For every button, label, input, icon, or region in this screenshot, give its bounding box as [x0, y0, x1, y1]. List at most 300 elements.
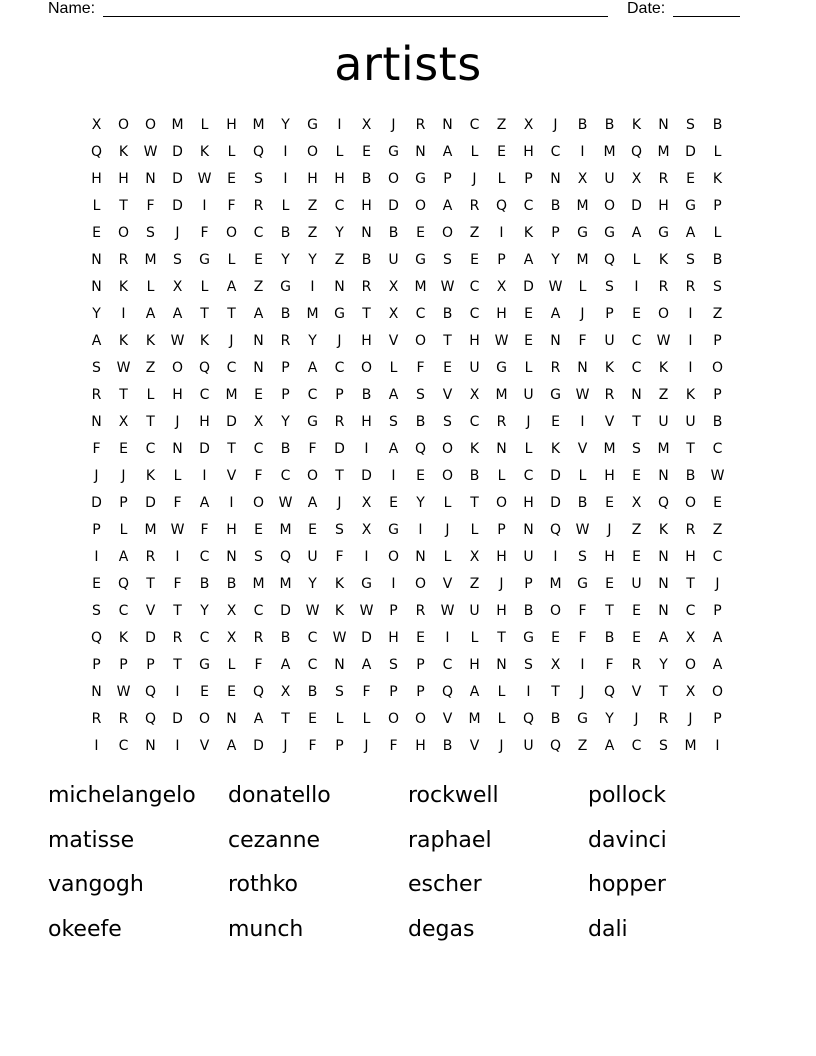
grid-cell[interactable]: E: [92, 225, 101, 241]
grid-cell[interactable]: X: [361, 522, 372, 538]
grid-cell[interactable]: Q: [630, 144, 643, 160]
grid-cell[interactable]: E: [443, 360, 452, 376]
grid-cell[interactable]: T: [119, 387, 128, 403]
grid-cell[interactable]: S: [443, 252, 452, 268]
grid-cell[interactable]: W: [656, 333, 671, 349]
grid-cell[interactable]: J: [364, 738, 369, 754]
grid-cell[interactable]: X: [91, 117, 102, 133]
grid-cell[interactable]: I: [580, 144, 585, 160]
grid-cell[interactable]: G: [415, 171, 426, 187]
grid-cell[interactable]: P: [713, 198, 722, 214]
grid-cell[interactable]: O: [252, 495, 265, 511]
grid-cell[interactable]: F: [254, 657, 263, 673]
grid-cell[interactable]: P: [92, 522, 101, 538]
grid-cell[interactable]: K: [523, 225, 534, 241]
grid-cell[interactable]: X: [361, 495, 372, 511]
grid-cell[interactable]: A: [118, 549, 129, 565]
grid-cell[interactable]: S: [713, 279, 722, 295]
grid-cell[interactable]: I: [175, 684, 180, 700]
grid-cell[interactable]: D: [172, 198, 183, 214]
grid-cell[interactable]: W: [278, 495, 293, 511]
grid-cell[interactable]: I: [283, 171, 288, 187]
grid-cell[interactable]: A: [226, 279, 237, 295]
grid-cell[interactable]: E: [92, 576, 101, 592]
grid-cell[interactable]: C: [469, 117, 480, 133]
grid-cell[interactable]: Z: [469, 225, 480, 241]
grid-cell[interactable]: V: [442, 711, 453, 727]
grid-cell[interactable]: Q: [90, 144, 103, 160]
grid-cell[interactable]: U: [523, 387, 534, 403]
grid-cell[interactable]: K: [118, 144, 129, 160]
grid-cell[interactable]: L: [362, 711, 371, 727]
grid-cell[interactable]: Z: [253, 279, 264, 295]
grid-cell[interactable]: L: [632, 252, 641, 268]
grid-cell[interactable]: A: [442, 198, 453, 214]
grid-cell[interactable]: F: [308, 738, 317, 754]
grid-cell[interactable]: V: [604, 414, 615, 430]
grid-cell[interactable]: P: [119, 657, 128, 673]
grid-cell[interactable]: R: [253, 630, 264, 646]
grid-cell[interactable]: L: [146, 279, 155, 295]
grid-cell[interactable]: E: [227, 684, 236, 700]
grid-cell[interactable]: C: [253, 441, 264, 457]
grid-cell[interactable]: B: [712, 414, 723, 430]
grid-cell[interactable]: Y: [308, 333, 317, 349]
grid-cell[interactable]: W: [359, 603, 374, 619]
grid-cell[interactable]: N: [361, 225, 372, 241]
grid-cell[interactable]: S: [335, 684, 344, 700]
grid-cell[interactable]: L: [389, 360, 398, 376]
grid-cell[interactable]: X: [496, 279, 507, 295]
grid-cell[interactable]: W: [170, 333, 185, 349]
grid-cell[interactable]: C: [523, 468, 534, 484]
grid-cell[interactable]: N: [226, 711, 237, 727]
grid-cell[interactable]: Y: [551, 252, 560, 268]
grid-cell[interactable]: I: [202, 468, 207, 484]
grid-cell[interactable]: Z: [469, 576, 480, 592]
grid-cell[interactable]: P: [713, 603, 722, 619]
grid-cell[interactable]: D: [361, 630, 372, 646]
grid-cell[interactable]: H: [226, 117, 237, 133]
grid-cell[interactable]: B: [415, 414, 426, 430]
grid-cell[interactable]: P: [335, 738, 344, 754]
grid-cell[interactable]: G: [577, 576, 588, 592]
grid-cell[interactable]: S: [632, 441, 641, 457]
grid-cell[interactable]: F: [146, 198, 155, 214]
grid-cell[interactable]: F: [254, 468, 263, 484]
grid-cell[interactable]: X: [388, 306, 399, 322]
grid-cell[interactable]: H: [685, 549, 696, 565]
grid-cell[interactable]: L: [227, 144, 236, 160]
grid-cell[interactable]: A: [199, 495, 210, 511]
grid-cell[interactable]: J: [580, 306, 585, 322]
grid-cell[interactable]: J: [337, 333, 342, 349]
grid-cell[interactable]: K: [334, 576, 345, 592]
grid-cell[interactable]: T: [227, 441, 236, 457]
grid-cell[interactable]: Q: [279, 549, 292, 565]
grid-cell[interactable]: O: [198, 711, 211, 727]
grid-cell[interactable]: K: [550, 441, 561, 457]
grid-cell[interactable]: J: [688, 711, 693, 727]
grid-cell[interactable]: A: [631, 225, 642, 241]
grid-cell[interactable]: R: [469, 198, 480, 214]
grid-cell[interactable]: K: [199, 333, 210, 349]
grid-cell[interactable]: N: [523, 522, 534, 538]
grid-cell[interactable]: F: [92, 441, 101, 457]
grid-cell[interactable]: L: [497, 171, 506, 187]
grid-cell[interactable]: J: [175, 225, 180, 241]
grid-cell[interactable]: Y: [659, 657, 668, 673]
grid-cell[interactable]: X: [685, 684, 696, 700]
grid-cell[interactable]: E: [254, 387, 263, 403]
grid-cell[interactable]: E: [254, 522, 263, 538]
grid-cell[interactable]: S: [605, 279, 614, 295]
grid-cell[interactable]: H: [388, 630, 399, 646]
grid-cell[interactable]: L: [227, 657, 236, 673]
grid-cell[interactable]: E: [308, 711, 317, 727]
grid-cell[interactable]: I: [337, 117, 342, 133]
grid-cell[interactable]: D: [388, 198, 399, 214]
grid-cell[interactable]: T: [173, 657, 182, 673]
grid-cell[interactable]: G: [604, 225, 615, 241]
grid-cell[interactable]: Z: [631, 522, 642, 538]
grid-cell[interactable]: A: [388, 387, 399, 403]
grid-cell[interactable]: J: [499, 738, 504, 754]
grid-cell[interactable]: C: [307, 387, 318, 403]
grid-cell[interactable]: I: [445, 630, 450, 646]
grid-cell[interactable]: T: [146, 414, 155, 430]
grid-cell[interactable]: A: [604, 738, 615, 754]
grid-cell[interactable]: N: [658, 468, 669, 484]
grid-cell[interactable]: L: [146, 387, 155, 403]
grid-cell[interactable]: B: [361, 252, 372, 268]
grid-cell[interactable]: A: [361, 657, 372, 673]
grid-cell[interactable]: V: [469, 738, 480, 754]
grid-cell[interactable]: W: [575, 522, 590, 538]
grid-cell[interactable]: P: [92, 657, 101, 673]
grid-cell[interactable]: G: [199, 252, 210, 268]
grid-cell[interactable]: A: [550, 306, 561, 322]
grid-cell[interactable]: L: [119, 522, 128, 538]
grid-cell[interactable]: V: [226, 468, 237, 484]
grid-cell[interactable]: W: [710, 468, 725, 484]
grid-cell[interactable]: Q: [144, 711, 157, 727]
grid-cell[interactable]: S: [389, 657, 398, 673]
grid-cell[interactable]: L: [173, 468, 182, 484]
grid-cell[interactable]: T: [497, 630, 506, 646]
grid-cell[interactable]: R: [550, 360, 561, 376]
grid-cell[interactable]: A: [91, 333, 102, 349]
grid-cell[interactable]: B: [199, 576, 210, 592]
grid-cell[interactable]: U: [604, 333, 615, 349]
grid-cell[interactable]: L: [470, 522, 479, 538]
grid-cell[interactable]: C: [469, 414, 480, 430]
grid-cell[interactable]: Z: [658, 387, 669, 403]
grid-cell[interactable]: A: [172, 306, 183, 322]
grid-cell[interactable]: Q: [522, 711, 535, 727]
grid-cell[interactable]: H: [118, 171, 129, 187]
grid-cell[interactable]: W: [143, 144, 158, 160]
grid-cell[interactable]: J: [391, 117, 396, 133]
grid-cell[interactable]: P: [605, 306, 614, 322]
grid-cell[interactable]: R: [685, 279, 696, 295]
grid-cell[interactable]: L: [335, 144, 344, 160]
grid-cell[interactable]: C: [469, 306, 480, 322]
grid-cell[interactable]: I: [202, 198, 207, 214]
grid-cell[interactable]: T: [146, 576, 155, 592]
grid-cell[interactable]: Y: [308, 576, 317, 592]
grid-cell[interactable]: B: [388, 225, 399, 241]
grid-cell[interactable]: O: [387, 171, 400, 187]
grid-cell[interactable]: R: [361, 279, 372, 295]
grid-cell[interactable]: L: [524, 441, 533, 457]
grid-cell[interactable]: C: [334, 198, 345, 214]
grid-cell[interactable]: F: [200, 225, 209, 241]
grid-cell[interactable]: O: [711, 684, 724, 700]
grid-cell[interactable]: S: [92, 360, 101, 376]
grid-cell[interactable]: F: [362, 684, 371, 700]
grid-cell[interactable]: O: [441, 468, 454, 484]
grid-cell[interactable]: T: [551, 684, 560, 700]
grid-cell[interactable]: G: [388, 144, 399, 160]
grid-cell[interactable]: M: [414, 279, 427, 295]
grid-cell[interactable]: G: [577, 711, 588, 727]
grid-cell[interactable]: L: [713, 144, 722, 160]
grid-cell[interactable]: H: [496, 306, 507, 322]
grid-cell[interactable]: X: [226, 630, 237, 646]
grid-cell[interactable]: P: [281, 360, 290, 376]
grid-cell[interactable]: L: [497, 468, 506, 484]
grid-cell[interactable]: B: [712, 252, 723, 268]
grid-cell[interactable]: G: [550, 387, 561, 403]
grid-cell[interactable]: J: [337, 495, 342, 511]
grid-cell[interactable]: P: [443, 171, 452, 187]
grid-cell[interactable]: Q: [441, 684, 454, 700]
grid-cell[interactable]: C: [226, 360, 237, 376]
grid-cell[interactable]: H: [334, 171, 345, 187]
grid-cell[interactable]: D: [523, 279, 534, 295]
grid-cell[interactable]: K: [199, 144, 210, 160]
grid-cell[interactable]: E: [551, 630, 560, 646]
grid-cell[interactable]: A: [685, 225, 696, 241]
grid-cell[interactable]: X: [685, 630, 696, 646]
grid-cell[interactable]: L: [524, 360, 533, 376]
grid-cell[interactable]: P: [335, 387, 344, 403]
grid-cell[interactable]: Q: [252, 684, 265, 700]
grid-cell[interactable]: N: [442, 117, 453, 133]
grid-cell[interactable]: M: [306, 306, 319, 322]
grid-cell[interactable]: C: [199, 387, 210, 403]
grid-cell[interactable]: O: [603, 198, 616, 214]
grid-cell[interactable]: X: [172, 279, 183, 295]
grid-cell[interactable]: Q: [657, 495, 670, 511]
grid-cell[interactable]: E: [416, 468, 425, 484]
grid-cell[interactable]: B: [604, 630, 615, 646]
grid-cell[interactable]: K: [145, 468, 156, 484]
grid-cell[interactable]: N: [658, 576, 669, 592]
grid-cell[interactable]: T: [686, 576, 695, 592]
grid-cell[interactable]: I: [94, 738, 99, 754]
grid-cell[interactable]: B: [307, 684, 318, 700]
grid-cell[interactable]: U: [631, 576, 642, 592]
grid-cell[interactable]: T: [227, 306, 236, 322]
grid-cell[interactable]: E: [605, 576, 614, 592]
grid-cell[interactable]: A: [712, 657, 723, 673]
grid-cell[interactable]: Y: [281, 252, 290, 268]
grid-cell[interactable]: H: [361, 414, 372, 430]
grid-cell[interactable]: N: [172, 441, 183, 457]
grid-cell[interactable]: S: [335, 522, 344, 538]
grid-cell[interactable]: M: [657, 144, 670, 160]
grid-cell[interactable]: V: [199, 738, 210, 754]
grid-cell[interactable]: P: [416, 684, 425, 700]
grid-cell[interactable]: O: [657, 306, 670, 322]
grid-cell[interactable]: D: [550, 495, 561, 511]
grid-cell[interactable]: K: [604, 360, 615, 376]
grid-cell[interactable]: N: [415, 144, 426, 160]
grid-cell[interactable]: H: [496, 603, 507, 619]
grid-cell[interactable]: P: [416, 657, 425, 673]
grid-cell[interactable]: T: [632, 414, 641, 430]
grid-cell[interactable]: L: [470, 630, 479, 646]
grid-cell[interactable]: R: [91, 387, 102, 403]
grid-cell[interactable]: I: [94, 549, 99, 565]
grid-cell[interactable]: A: [145, 306, 156, 322]
grid-cell[interactable]: R: [415, 603, 426, 619]
grid-cell[interactable]: E: [686, 171, 695, 187]
grid-cell[interactable]: A: [523, 252, 534, 268]
grid-cell[interactable]: L: [578, 279, 587, 295]
grid-cell[interactable]: O: [414, 576, 427, 592]
grid-cell[interactable]: C: [307, 657, 318, 673]
grid-cell[interactable]: S: [524, 657, 533, 673]
grid-cell[interactable]: J: [499, 576, 504, 592]
grid-cell[interactable]: I: [229, 495, 234, 511]
grid-cell[interactable]: B: [280, 306, 291, 322]
grid-cell[interactable]: F: [227, 198, 236, 214]
grid-cell[interactable]: W: [494, 333, 509, 349]
grid-cell[interactable]: F: [389, 738, 398, 754]
grid-cell[interactable]: D: [550, 468, 561, 484]
grid-cell[interactable]: H: [604, 468, 615, 484]
grid-cell[interactable]: O: [711, 360, 724, 376]
grid-cell[interactable]: M: [468, 711, 481, 727]
grid-cell[interactable]: E: [524, 333, 533, 349]
grid-cell[interactable]: C: [253, 225, 264, 241]
grid-cell[interactable]: S: [173, 252, 182, 268]
grid-cell[interactable]: R: [253, 198, 264, 214]
grid-cell[interactable]: Q: [603, 252, 616, 268]
grid-cell[interactable]: G: [307, 414, 318, 430]
grid-cell[interactable]: E: [632, 549, 641, 565]
grid-cell[interactable]: E: [632, 468, 641, 484]
grid-cell[interactable]: Z: [307, 225, 318, 241]
grid-cell[interactable]: P: [497, 252, 506, 268]
grid-cell[interactable]: V: [577, 441, 588, 457]
grid-cell[interactable]: A: [253, 306, 264, 322]
grid-cell[interactable]: M: [144, 252, 157, 268]
grid-cell[interactable]: B: [442, 738, 453, 754]
grid-cell[interactable]: I: [391, 576, 396, 592]
grid-cell[interactable]: E: [632, 603, 641, 619]
grid-cell[interactable]: R: [172, 630, 183, 646]
grid-cell[interactable]: D: [172, 171, 183, 187]
grid-cell[interactable]: Y: [416, 495, 425, 511]
grid-cell[interactable]: P: [389, 603, 398, 619]
grid-cell[interactable]: I: [310, 279, 315, 295]
grid-cell[interactable]: W: [305, 603, 320, 619]
grid-cell[interactable]: I: [121, 306, 126, 322]
grid-cell[interactable]: I: [688, 360, 693, 376]
grid-cell[interactable]: G: [523, 630, 534, 646]
grid-cell[interactable]: X: [550, 657, 561, 673]
grid-cell[interactable]: E: [119, 441, 128, 457]
grid-cell[interactable]: Q: [495, 198, 508, 214]
grid-cell[interactable]: Z: [307, 198, 318, 214]
grid-cell[interactable]: P: [551, 225, 560, 241]
grid-cell[interactable]: A: [280, 657, 291, 673]
grid-cell[interactable]: M: [495, 387, 508, 403]
grid-cell[interactable]: C: [415, 306, 426, 322]
grid-cell[interactable]: N: [253, 333, 264, 349]
grid-cell[interactable]: L: [443, 495, 452, 511]
grid-cell[interactable]: B: [685, 468, 696, 484]
grid-cell[interactable]: K: [685, 387, 696, 403]
grid-cell[interactable]: M: [279, 576, 292, 592]
grid-cell[interactable]: Q: [144, 684, 157, 700]
grid-cell[interactable]: I: [391, 468, 396, 484]
grid-cell[interactable]: Q: [252, 144, 265, 160]
grid-cell[interactable]: D: [172, 144, 183, 160]
grid-cell[interactable]: P: [713, 333, 722, 349]
grid-cell[interactable]: B: [280, 225, 291, 241]
grid-cell[interactable]: P: [119, 495, 128, 511]
grid-cell[interactable]: R: [118, 252, 129, 268]
grid-cell[interactable]: H: [91, 171, 102, 187]
grid-cell[interactable]: W: [440, 279, 455, 295]
grid-cell[interactable]: C: [631, 333, 642, 349]
grid-cell[interactable]: F: [173, 576, 182, 592]
grid-cell[interactable]: B: [469, 468, 480, 484]
grid-cell[interactable]: A: [307, 360, 318, 376]
grid-cell[interactable]: G: [577, 225, 588, 241]
grid-cell[interactable]: Y: [281, 117, 290, 133]
grid-cell[interactable]: A: [712, 630, 723, 646]
grid-cell[interactable]: O: [495, 495, 508, 511]
grid-cell[interactable]: X: [280, 684, 291, 700]
grid-cell[interactable]: N: [91, 684, 102, 700]
grid-cell[interactable]: K: [658, 252, 669, 268]
grid-cell[interactable]: X: [631, 495, 642, 511]
grid-cell[interactable]: V: [442, 576, 453, 592]
grid-cell[interactable]: Z: [577, 738, 588, 754]
grid-cell[interactable]: P: [713, 711, 722, 727]
grid-cell[interactable]: N: [415, 549, 426, 565]
grid-cell[interactable]: H: [199, 414, 210, 430]
grid-cell[interactable]: W: [116, 360, 131, 376]
grid-cell[interactable]: E: [713, 495, 722, 511]
grid-cell[interactable]: M: [144, 522, 157, 538]
grid-cell[interactable]: X: [631, 171, 642, 187]
grid-cell[interactable]: N: [496, 441, 507, 457]
grid-cell[interactable]: H: [469, 657, 480, 673]
grid-cell[interactable]: B: [226, 576, 237, 592]
grid-cell[interactable]: S: [254, 171, 263, 187]
grid-cell[interactable]: U: [469, 360, 480, 376]
grid-cell[interactable]: G: [199, 657, 210, 673]
grid-cell[interactable]: N: [577, 360, 588, 376]
grid-cell[interactable]: D: [91, 495, 102, 511]
